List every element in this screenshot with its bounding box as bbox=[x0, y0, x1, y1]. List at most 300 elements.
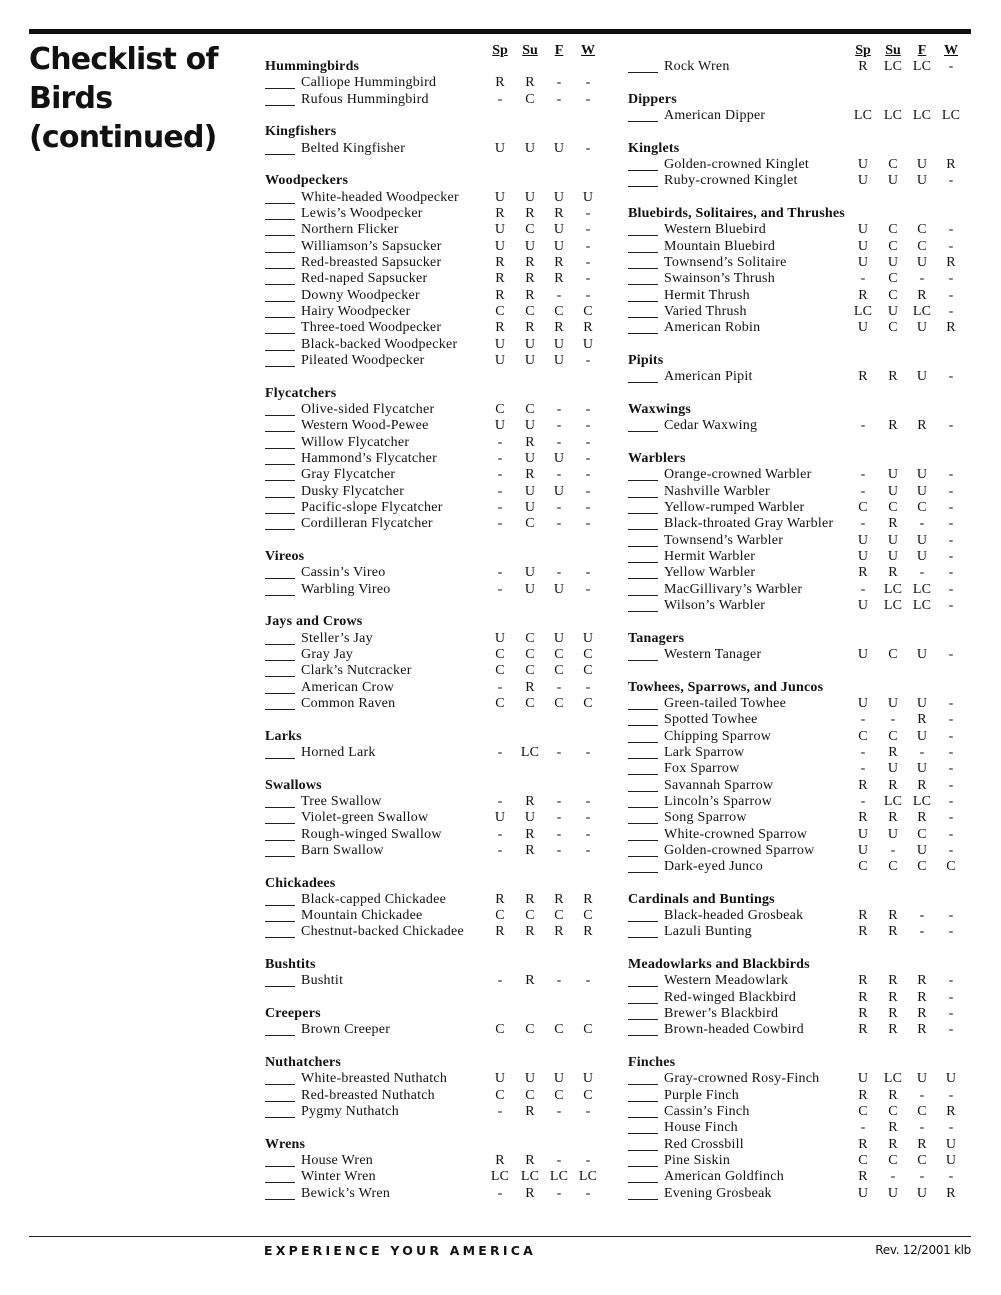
bird-row bbox=[265, 500, 610, 516]
abundance-sp: C bbox=[858, 499, 868, 515]
checkbox-blank-line[interactable] bbox=[265, 497, 295, 498]
abundance-w: - bbox=[585, 222, 591, 238]
checkbox-blank-line[interactable] bbox=[265, 480, 295, 481]
abundance-f: - bbox=[556, 679, 562, 695]
abundance-sp: R bbox=[858, 59, 868, 74]
title-line: Checklist of bbox=[29, 42, 218, 77]
checkbox-blank-line[interactable] bbox=[628, 1003, 658, 1004]
checkbox-blank-line[interactable] bbox=[265, 1101, 295, 1102]
abundance-sp: U bbox=[857, 695, 869, 711]
abundance-f: C bbox=[554, 1022, 564, 1038]
bird-row bbox=[628, 157, 973, 173]
abundance-w: - bbox=[948, 793, 954, 809]
abundance-su: R bbox=[525, 271, 535, 287]
abundance-w: - bbox=[948, 581, 954, 597]
abundance-su: U bbox=[524, 336, 536, 352]
abundance-f: U bbox=[916, 842, 928, 858]
bird-row bbox=[628, 729, 973, 745]
abundance-sp: U bbox=[494, 418, 506, 434]
bird-row bbox=[628, 1071, 973, 1087]
checkbox-blank-line[interactable] bbox=[265, 1166, 295, 1167]
abundance-su: U bbox=[887, 532, 899, 548]
abundance-su: R bbox=[525, 205, 535, 221]
checkbox-blank-line[interactable] bbox=[628, 497, 658, 498]
bird-name: Three-toed Woodpecker bbox=[301, 320, 442, 336]
abundance-sp: C bbox=[495, 908, 505, 924]
abundance-su: R bbox=[525, 467, 535, 483]
abundance-f: R bbox=[554, 205, 564, 221]
abundance-sp: - bbox=[497, 793, 503, 809]
abundance-su: R bbox=[888, 924, 898, 940]
abundance-w: R bbox=[583, 320, 593, 336]
checkbox-blank-line[interactable] bbox=[265, 1182, 295, 1183]
abundance-sp: C bbox=[858, 1153, 868, 1169]
abundance-f: C bbox=[554, 1087, 564, 1103]
checkbox-blank-line[interactable] bbox=[628, 611, 658, 612]
checkbox-blank-line[interactable] bbox=[265, 105, 295, 106]
checkbox-blank-line[interactable] bbox=[265, 823, 295, 824]
bird-name: Yellow Warbler bbox=[664, 565, 756, 581]
abundance-su: R bbox=[888, 810, 898, 826]
abundance-w: - bbox=[948, 287, 954, 303]
checkbox-blank-line[interactable] bbox=[628, 595, 658, 596]
checkbox-blank-line[interactable] bbox=[265, 219, 295, 220]
bird-name: Willow Flycatcher bbox=[301, 434, 410, 450]
checkbox-blank-line[interactable] bbox=[628, 268, 658, 269]
abundance-sp: R bbox=[495, 924, 505, 940]
bird-name: Pygmy Nuthatch bbox=[301, 1104, 399, 1120]
checkbox-blank-line[interactable] bbox=[265, 921, 295, 922]
bird-row bbox=[628, 712, 973, 728]
abundance-w: C bbox=[583, 695, 593, 711]
abundance-su: U bbox=[887, 826, 899, 842]
checkbox-blank-line[interactable] bbox=[628, 1166, 658, 1167]
checkbox-blank-line[interactable] bbox=[628, 382, 658, 383]
bird-name: Brown-headed Cowbird bbox=[664, 1022, 804, 1038]
checkbox-blank-line[interactable] bbox=[628, 986, 658, 987]
abundance-sp: U bbox=[857, 548, 869, 564]
bird-name: Calliope Hummingbird bbox=[301, 75, 437, 91]
bird-row bbox=[628, 59, 973, 75]
abundance-f: U bbox=[916, 1185, 928, 1201]
abundance-sp: U bbox=[494, 222, 506, 238]
abundance-sp: U bbox=[494, 336, 506, 352]
abundance-w: - bbox=[948, 483, 954, 499]
abundance-su: C bbox=[888, 646, 898, 662]
abundance-f: LC bbox=[912, 303, 932, 319]
bird-name: Dusky Flycatcher bbox=[301, 483, 405, 499]
abundance-w: - bbox=[585, 810, 591, 826]
abundance-su: U bbox=[524, 450, 536, 466]
bird-name: Nashville Warbler bbox=[664, 483, 770, 499]
abundance-f: U bbox=[916, 548, 928, 564]
checkbox-blank-line[interactable] bbox=[265, 1117, 295, 1118]
abundance-f: U bbox=[553, 238, 565, 254]
bird-row bbox=[265, 141, 610, 157]
abundance-su: U bbox=[887, 483, 899, 499]
checkbox-blank-line[interactable] bbox=[265, 840, 295, 841]
abundance-su: U bbox=[887, 761, 899, 777]
bird-row bbox=[628, 533, 973, 549]
checkbox-blank-line[interactable] bbox=[628, 725, 658, 726]
bird-name: Northern Flicker bbox=[301, 222, 399, 238]
bird-name: Song Sparrow bbox=[664, 810, 747, 826]
bird-row bbox=[265, 973, 610, 989]
bird-row bbox=[265, 92, 610, 108]
checkbox-blank-line[interactable] bbox=[265, 1035, 295, 1036]
abundance-sp: R bbox=[495, 287, 505, 303]
checkbox-blank-line[interactable] bbox=[265, 301, 295, 302]
checkbox-blank-line[interactable] bbox=[628, 742, 658, 743]
abundance-w: - bbox=[948, 744, 954, 760]
bird-name: Barn Swallow bbox=[301, 842, 384, 858]
abundance-sp: U bbox=[494, 1071, 506, 1087]
abundance-w: - bbox=[585, 91, 591, 107]
checkbox-blank-line[interactable] bbox=[628, 937, 658, 938]
checkbox-blank-line[interactable] bbox=[265, 431, 295, 432]
checkbox-blank-line[interactable] bbox=[628, 546, 658, 547]
abundance-w: - bbox=[585, 679, 591, 695]
checkbox-blank-line[interactable] bbox=[628, 872, 658, 873]
bird-name: Red-breasted Nuthatch bbox=[301, 1087, 435, 1103]
bird-name: Lark Sparrow bbox=[664, 744, 745, 760]
abundance-su: U bbox=[887, 467, 899, 483]
checkbox-blank-line[interactable] bbox=[265, 284, 295, 285]
checkbox-blank-line[interactable] bbox=[628, 807, 658, 808]
checkbox-blank-line[interactable] bbox=[628, 170, 658, 171]
checkbox-blank-line[interactable] bbox=[628, 121, 658, 122]
bird-row bbox=[628, 418, 973, 434]
category-heading: Warblers bbox=[628, 450, 686, 466]
abundance-su: R bbox=[888, 516, 898, 532]
category-heading: Flycatchers bbox=[265, 385, 337, 401]
checkbox-blank-line[interactable] bbox=[628, 317, 658, 318]
checkbox-blank-line[interactable] bbox=[628, 774, 658, 775]
abundance-f: U bbox=[916, 320, 928, 336]
abundance-su: C bbox=[888, 238, 898, 254]
checkbox-blank-line[interactable] bbox=[265, 448, 295, 449]
abundance-su: U bbox=[524, 810, 536, 826]
abundance-su: U bbox=[887, 1185, 899, 1201]
checkbox-blank-line[interactable] bbox=[265, 595, 295, 596]
bird-name: Steller’s Jay bbox=[301, 630, 373, 646]
abundance-f: - bbox=[919, 271, 925, 287]
checkbox-blank-line[interactable] bbox=[628, 480, 658, 481]
abundance-w: R bbox=[946, 156, 956, 172]
bird-row bbox=[265, 794, 610, 810]
abundance-w: - bbox=[948, 761, 954, 777]
abundance-w: - bbox=[948, 842, 954, 858]
checkbox-blank-line[interactable] bbox=[628, 562, 658, 563]
checkbox-blank-line[interactable] bbox=[265, 856, 295, 857]
abundance-sp: - bbox=[497, 483, 503, 499]
abundance-w: U bbox=[582, 630, 594, 646]
abundance-f: LC bbox=[912, 59, 932, 74]
checkbox-blank-line[interactable] bbox=[628, 1084, 658, 1085]
bird-row bbox=[628, 255, 973, 271]
checkbox-blank-line[interactable] bbox=[265, 203, 295, 204]
checkbox-blank-line[interactable] bbox=[628, 301, 658, 302]
abundance-f: U bbox=[916, 369, 928, 385]
bird-name: American Robin bbox=[664, 320, 761, 336]
checkbox-blank-line[interactable] bbox=[265, 464, 295, 465]
abundance-sp: U bbox=[494, 140, 506, 156]
abundance-w: U bbox=[582, 189, 594, 205]
checkbox-blank-line[interactable] bbox=[628, 186, 658, 187]
abundance-sp: C bbox=[495, 1087, 505, 1103]
abundance-w: - bbox=[948, 695, 954, 711]
abundance-f: U bbox=[916, 173, 928, 189]
abundance-f: C bbox=[917, 859, 927, 875]
bird-row bbox=[265, 206, 610, 222]
bird-row bbox=[265, 843, 610, 859]
abundance-su: R bbox=[888, 777, 898, 793]
abundance-f: R bbox=[917, 989, 927, 1005]
abundance-w: C bbox=[583, 1087, 593, 1103]
checkbox-blank-line[interactable] bbox=[628, 1133, 658, 1134]
category-heading: Hummingbirds bbox=[265, 59, 360, 74]
abundance-sp: U bbox=[494, 630, 506, 646]
abundance-f: R bbox=[917, 1022, 927, 1038]
bird-row bbox=[265, 631, 610, 647]
checkbox-blank-line[interactable] bbox=[265, 333, 295, 334]
abundance-w: U bbox=[945, 1136, 957, 1152]
checkbox-blank-line[interactable] bbox=[628, 921, 658, 922]
abundance-f: LC bbox=[912, 107, 932, 123]
checkbox-blank-line[interactable] bbox=[628, 578, 658, 579]
abundance-sp: U bbox=[857, 173, 869, 189]
checkbox-blank-line[interactable] bbox=[628, 235, 658, 236]
bird-name: American Goldfinch bbox=[664, 1169, 784, 1185]
checkbox-blank-line[interactable] bbox=[265, 693, 295, 694]
checkbox-blank-line[interactable] bbox=[265, 252, 295, 253]
bird-row bbox=[628, 1006, 973, 1022]
abundance-w: - bbox=[585, 581, 591, 597]
bird-row bbox=[265, 271, 610, 287]
checkbox-blank-line[interactable] bbox=[265, 235, 295, 236]
bird-row bbox=[628, 516, 973, 532]
abundance-w: - bbox=[948, 303, 954, 319]
checkbox-blank-line[interactable] bbox=[265, 415, 295, 416]
abundance-f: - bbox=[919, 1169, 925, 1185]
checkbox-blank-line[interactable] bbox=[265, 513, 295, 514]
abundance-w: - bbox=[948, 418, 954, 434]
checkbox-blank-line[interactable] bbox=[265, 807, 295, 808]
abundance-f: U bbox=[553, 336, 565, 352]
checkbox-blank-line[interactable] bbox=[628, 791, 658, 792]
bird-name: Golden-crowned Kinglet bbox=[664, 156, 810, 172]
abundance-f: U bbox=[553, 189, 565, 205]
checkbox-blank-line[interactable] bbox=[265, 350, 295, 351]
abundance-sp: U bbox=[857, 254, 869, 270]
checkbox-blank-line[interactable] bbox=[265, 366, 295, 367]
abundance-su: R bbox=[888, 1120, 898, 1136]
checkbox-blank-line[interactable] bbox=[628, 431, 658, 432]
abundance-w: C bbox=[583, 908, 593, 924]
abundance-f: - bbox=[919, 908, 925, 924]
checkbox-blank-line[interactable] bbox=[628, 1101, 658, 1102]
abundance-su: R bbox=[888, 1087, 898, 1103]
checkbox-blank-line[interactable] bbox=[628, 1019, 658, 1020]
bird-name: Cordilleran Flycatcher bbox=[301, 516, 433, 532]
abundance-w: - bbox=[585, 516, 591, 532]
abundance-f: R bbox=[554, 271, 564, 287]
abundance-f: - bbox=[919, 744, 925, 760]
abundance-f: - bbox=[556, 826, 562, 842]
checkbox-blank-line[interactable] bbox=[265, 268, 295, 269]
bird-row bbox=[265, 582, 610, 598]
checkbox-blank-line[interactable] bbox=[265, 88, 295, 89]
checkbox-blank-line[interactable] bbox=[628, 660, 658, 661]
checkbox-blank-line[interactable] bbox=[628, 1035, 658, 1036]
category-heading: Vireos bbox=[265, 548, 305, 564]
checkbox-blank-line[interactable] bbox=[265, 758, 295, 759]
bird-name: Hairy Woodpecker bbox=[301, 303, 411, 319]
abundance-sp: U bbox=[857, 1185, 869, 1201]
abundance-sp: - bbox=[497, 826, 503, 842]
abundance-f: U bbox=[916, 646, 928, 662]
checkbox-blank-line[interactable] bbox=[628, 709, 658, 710]
abundance-sp: LC bbox=[853, 107, 873, 123]
checkbox-blank-line[interactable] bbox=[628, 1117, 658, 1118]
abundance-f: U bbox=[553, 483, 565, 499]
abundance-su: U bbox=[887, 695, 899, 711]
category-heading: Tanagers bbox=[628, 630, 685, 646]
abundance-w: - bbox=[585, 1185, 591, 1201]
abundance-sp: R bbox=[858, 1006, 868, 1022]
abundance-w: - bbox=[948, 597, 954, 613]
abundance-su: U bbox=[887, 173, 899, 189]
bird-name: Downy Woodpecker bbox=[301, 287, 420, 303]
abundance-su: C bbox=[888, 287, 898, 303]
abundance-sp: U bbox=[857, 826, 869, 842]
abundance-w: - bbox=[585, 75, 591, 91]
bird-name: Bushtit bbox=[301, 973, 344, 989]
checkbox-blank-line[interactable] bbox=[265, 986, 295, 987]
abundance-sp: R bbox=[858, 908, 868, 924]
checkbox-blank-line[interactable] bbox=[265, 660, 295, 661]
checkbox-blank-line[interactable] bbox=[265, 905, 295, 906]
abundance-f: U bbox=[553, 222, 565, 238]
bird-row bbox=[628, 598, 973, 614]
abundance-sp: - bbox=[497, 679, 503, 695]
abundance-w: - bbox=[948, 1022, 954, 1038]
checkbox-blank-line[interactable] bbox=[628, 823, 658, 824]
abundance-f: - bbox=[556, 287, 562, 303]
abundance-sp: U bbox=[857, 156, 869, 172]
checkbox-blank-line[interactable] bbox=[628, 758, 658, 759]
bird-row bbox=[628, 304, 973, 320]
checkbox-blank-line[interactable] bbox=[628, 1182, 658, 1183]
bird-name: Brewer’s Blackbird bbox=[664, 1006, 779, 1022]
abundance-su: R bbox=[525, 842, 535, 858]
checkbox-blank-line[interactable] bbox=[265, 644, 295, 645]
checkbox-blank-line[interactable] bbox=[628, 1150, 658, 1151]
bird-name: Violet-green Swallow bbox=[301, 810, 429, 826]
bird-name: Black-capped Chickadee bbox=[301, 891, 447, 907]
abundance-w: - bbox=[585, 287, 591, 303]
abundance-f: - bbox=[919, 924, 925, 940]
category-heading: Jays and Crows bbox=[265, 614, 363, 630]
abundance-w: - bbox=[948, 238, 954, 254]
abundance-f: U bbox=[553, 140, 565, 156]
abundance-f: C bbox=[917, 238, 927, 254]
checkbox-blank-line[interactable] bbox=[265, 709, 295, 710]
abundance-w: R bbox=[583, 891, 593, 907]
abundance-w: - bbox=[948, 59, 954, 74]
abundance-w: - bbox=[948, 728, 954, 744]
bird-name: White-crowned Sparrow bbox=[664, 826, 808, 842]
checkbox-blank-line[interactable] bbox=[628, 252, 658, 253]
abundance-sp: C bbox=[858, 859, 868, 875]
abundance-f: U bbox=[553, 630, 565, 646]
abundance-sp: R bbox=[858, 973, 868, 989]
category-heading: Creepers bbox=[265, 1006, 321, 1022]
checkbox-blank-line[interactable] bbox=[265, 937, 295, 938]
bird-row bbox=[628, 908, 973, 924]
checkbox-blank-line[interactable] bbox=[628, 1199, 658, 1200]
abundance-w: - bbox=[948, 565, 954, 581]
abundance-f: U bbox=[916, 254, 928, 270]
abundance-su: R bbox=[525, 679, 535, 695]
bird-row bbox=[265, 255, 610, 271]
abundance-su: U bbox=[524, 499, 536, 515]
bird-name: Hermit Warbler bbox=[664, 548, 756, 564]
checkbox-blank-line[interactable] bbox=[265, 1199, 295, 1200]
abundance-sp: R bbox=[495, 75, 505, 91]
abundance-w: R bbox=[946, 254, 956, 270]
checkbox-blank-line[interactable] bbox=[628, 513, 658, 514]
bird-name: American Pipit bbox=[664, 369, 753, 385]
bird-name: Spotted Towhee bbox=[664, 712, 758, 728]
checkbox-blank-line[interactable] bbox=[628, 529, 658, 530]
abundance-w: - bbox=[585, 401, 591, 417]
bird-row bbox=[628, 973, 973, 989]
checkbox-blank-line[interactable] bbox=[628, 856, 658, 857]
abundance-su: R bbox=[888, 973, 898, 989]
abundance-su: LC bbox=[883, 581, 903, 597]
checkbox-blank-line[interactable] bbox=[265, 154, 295, 155]
bird-name: Lewis’s Woodpecker bbox=[301, 205, 423, 221]
abundance-su: LC bbox=[520, 744, 540, 760]
checkbox-blank-line[interactable] bbox=[628, 840, 658, 841]
checkbox-blank-line[interactable] bbox=[265, 529, 295, 530]
abundance-w: - bbox=[585, 205, 591, 221]
checkbox-blank-line[interactable] bbox=[265, 676, 295, 677]
abundance-w: R bbox=[946, 1104, 956, 1120]
bird-name: Western Tanager bbox=[664, 646, 762, 662]
abundance-f: R bbox=[554, 924, 564, 940]
abundance-w: - bbox=[585, 434, 591, 450]
abundance-sp: U bbox=[857, 597, 869, 613]
abundance-f: U bbox=[916, 728, 928, 744]
abundance-su: R bbox=[888, 989, 898, 1005]
abundance-su: U bbox=[524, 565, 536, 581]
checkbox-blank-line[interactable] bbox=[628, 284, 658, 285]
checkbox-blank-line[interactable] bbox=[628, 72, 658, 73]
checkbox-blank-line[interactable] bbox=[265, 1084, 295, 1085]
abundance-sp: - bbox=[497, 565, 503, 581]
checkbox-blank-line[interactable] bbox=[628, 333, 658, 334]
checkbox-blank-line[interactable] bbox=[265, 317, 295, 318]
abundance-su: C bbox=[525, 222, 535, 238]
abundance-su: C bbox=[888, 222, 898, 238]
bird-row bbox=[265, 402, 610, 418]
bird-row bbox=[628, 1169, 973, 1185]
checkbox-blank-line[interactable] bbox=[265, 578, 295, 579]
abundance-f: R bbox=[917, 1006, 927, 1022]
abundance-sp: R bbox=[495, 205, 505, 221]
